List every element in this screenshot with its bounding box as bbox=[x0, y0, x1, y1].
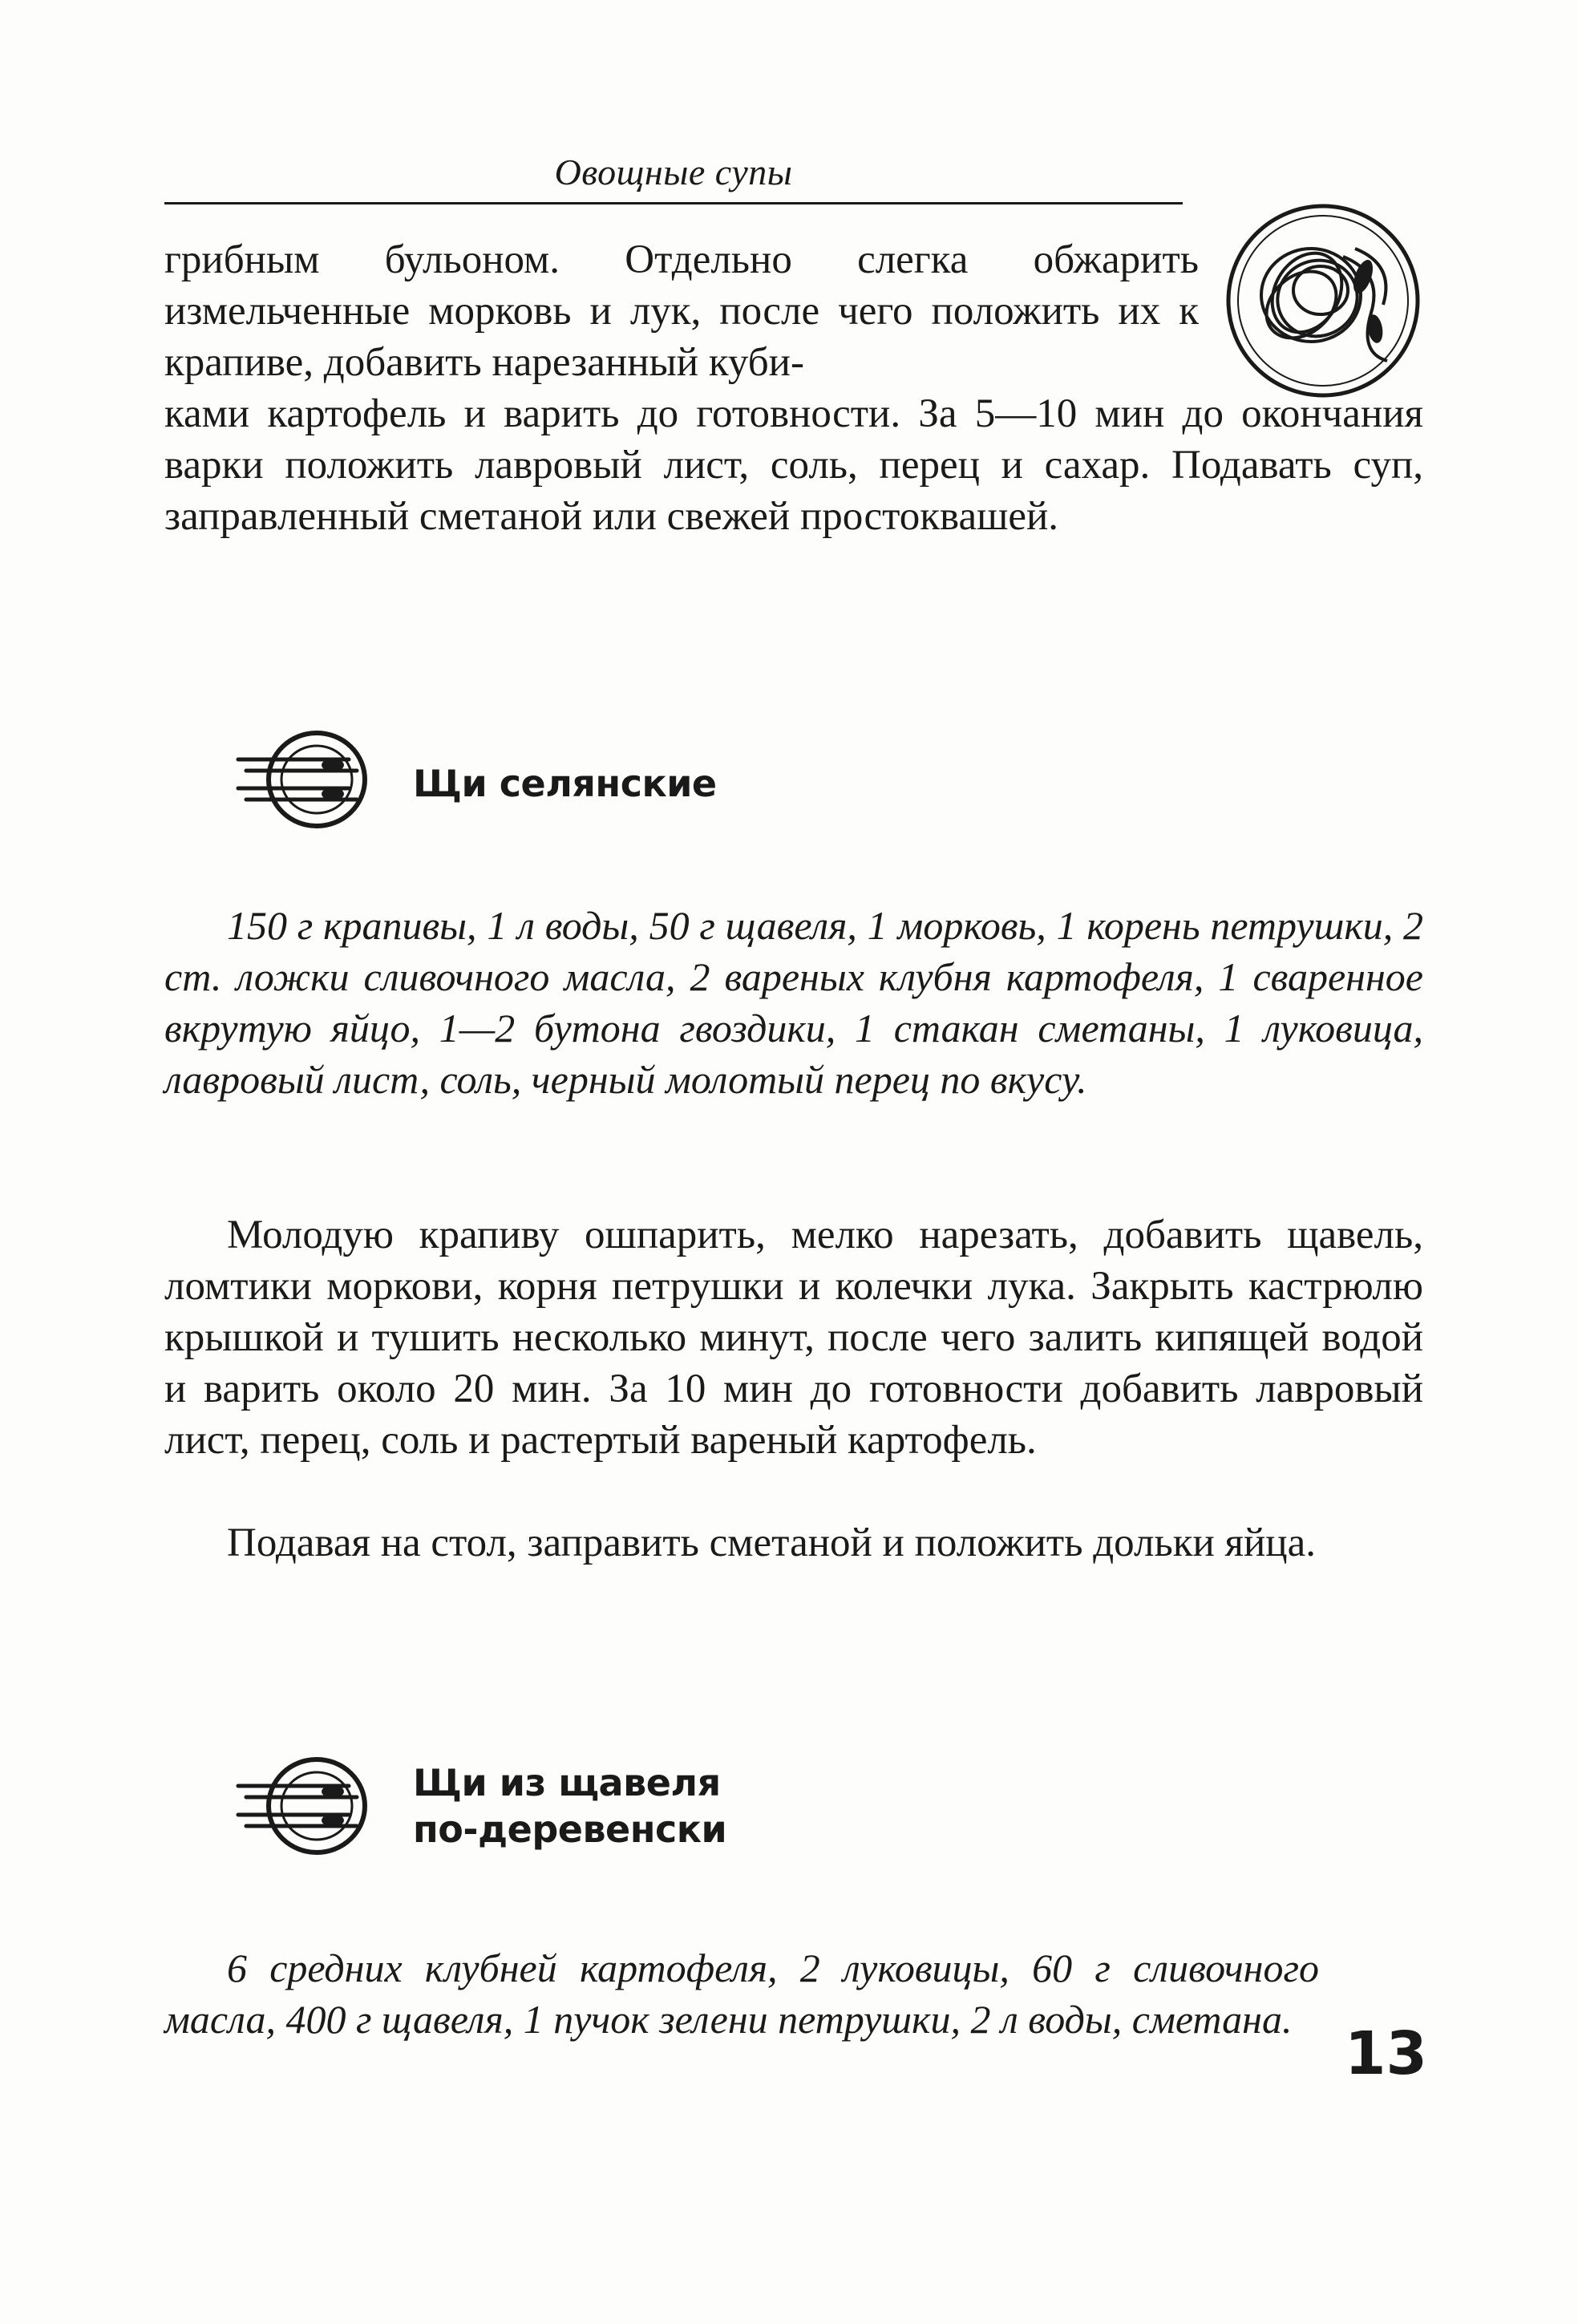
page-number: 13 bbox=[1345, 2019, 1427, 2088]
recipe-title-line-1: Щи из щавеля bbox=[413, 1761, 721, 1804]
recipe-title-shchi-iz-shchavelya bbox=[413, 1759, 894, 1852]
plate-cutlery-icon bbox=[229, 1752, 369, 1860]
recipe-title-line-2: по-деревенски bbox=[413, 1808, 727, 1851]
intro-paragraph-narrow: грибным бульоном. Отдельно слегка обжарить измельченные морковь и лук, после чего положить их к крапиве, добавить нарезанный куби- bbox=[164, 237, 1199, 385]
plate-cutlery-icon bbox=[229, 726, 369, 834]
recipe-1-serving-paragraph: Подавая на стол, заправить сметаной и положить дольки яйца. bbox=[227, 1520, 1316, 1565]
running-header-title: Овощные супы bbox=[554, 152, 793, 192]
recipe-title-shchi-selyanskie: Щи селянские bbox=[413, 762, 717, 805]
noodle-swirl-icon bbox=[1223, 200, 1423, 401]
recipe-1-method-paragraph: Молодую крапиву ошпарить, мелко нарезать, добавить щавель, ломтики моркови, корня петрушки и колечки лука. Закрыть кастрюлю крышкой и тушить несколько минут, после чего залить кипящей водой и варить около 20 мин. За 10 мин до готовности добавить лавровый лист, перец, соль и растертый вареный картофель. bbox=[164, 1213, 1423, 1463]
header-rule bbox=[164, 202, 1183, 204]
recipe-1-ingredients: 150 г крапивы, 1 л воды, 50 г щавеля, 1 морковь, 1 корень петрушки, 2 ст. ложки сливочного масла, 2 вареных клубня картофеля, 1 сваренное вкрутую яйцо, 1—2 бутона гвоздики, 1 стакан сметаны, 1 луковица, лавровый лист, соль, черный молотый перец по вкусу. bbox=[164, 903, 1423, 1102]
intro-paragraph-wide: ками картофель и варить до готовности. За 5—10 мин до окончания варки положить лавровый лист, соль, перец и сахар. Подавать суп, заправленный сметаной или свежей простоквашей. bbox=[164, 391, 1423, 539]
recipe-2-ingredients: 6 средних клубней картофеля, 2 луковицы, 60 г сливочного масла, 400 г щавеля, 1 пучок зелени петрушки, 2 л воды, сметана. bbox=[164, 1945, 1319, 2042]
